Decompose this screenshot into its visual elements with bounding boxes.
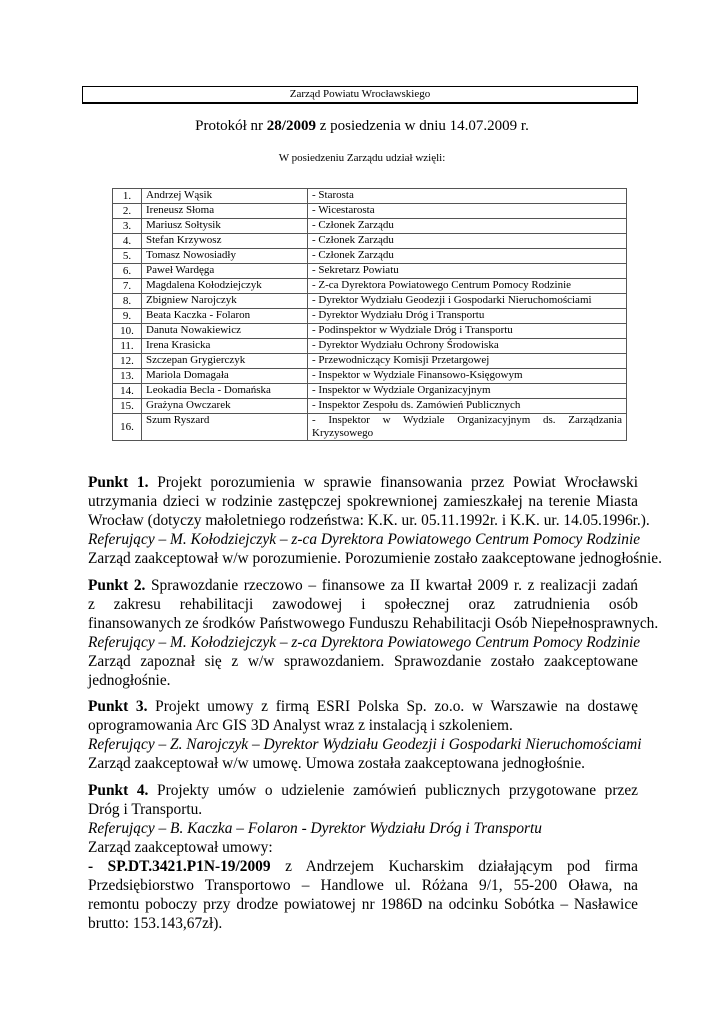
agenda-point-2 [88,576,659,690]
attendee-name: Danuta Nowakiewicz [142,324,308,339]
attendee-role: - Sekretarz Powiatu [308,264,627,279]
text-line [88,914,638,933]
protocol-body [88,473,662,940]
text-line [88,838,638,857]
attendee-number: 15. [113,399,142,414]
line-text: z Andrzejem Kucharskim działającym pod firma [270,857,638,875]
text-line [88,614,659,633]
text-line [88,549,662,568]
attendee-number: 4. [113,234,142,249]
attendee-row [113,249,627,264]
text-line [88,473,638,492]
text-line [88,754,638,773]
text-line [88,697,638,716]
attendee-row [113,339,627,354]
attendee-number: 16. [113,414,142,441]
attendee-role: - Inspektor w Wydziale Finansowo-Księgowym [308,369,627,384]
line-text: Wrocław (dotyczy małoletniego rodzeństwa: K.K. ur. 05.11.1992r. i K.K. ur. 14.05.1996r.). [88,512,650,529]
point-label: Punkt 3. [88,698,148,715]
line-text: Projekty umów o udzielenie zamówień publicznych przygotowane przez [157,781,638,799]
rapporteur-line [88,633,641,652]
line-text: brutto: 153.143,67zł). [88,914,223,932]
attendee-row [113,324,627,339]
attendee-number: 9. [113,309,142,324]
line-text: jednogłośnie. [88,671,171,689]
line-text: finansowanych ze środków Państwowego Funduszu Rehabilitacji Osób Niepełnosprawnych. [88,614,659,632]
attendee-row [113,294,627,309]
attendee-role: - Dyrektor Wydziału Geodezji i Gospodarki Nieruchomościami [308,294,627,309]
agenda-point-4 [88,781,638,933]
attendee-name: Ireneusz Słoma [142,204,308,219]
text-line [88,595,638,614]
title-suffix: z posiedzenia w dniu 14.07.2009 r. [315,118,529,134]
line-text: z zakresu rehabilitacji zawodowej i społecznej oraz zatrudnienia osób [88,595,638,613]
line-text: Projekt porozumienia w sprawie finansowania przez Powiat Wrocławski [157,474,638,491]
attendee-name: Magdalena Kołodziejczyk [142,279,308,294]
attendee-row [113,204,627,219]
line-text: Zarząd zaakceptował umowy: [88,838,273,856]
attendee-number: 5. [113,249,142,264]
attendee-name: Mariusz Sołtysik [142,219,308,234]
attendee-role: - Członek Zarządu [308,249,627,264]
attendee-number: 1. [113,189,142,204]
attendee-name: Szczepan Grygierczyk [142,354,308,369]
attendee-name: Leokadia Becla - Domańska [142,384,308,399]
agenda-point-3 [88,697,642,773]
attendee-name: Stefan Krzywosz [142,234,308,249]
attendee-number: 3. [113,219,142,234]
attendee-role: - Z-ca Dyrektora Powiatowego Centrum Pomocy Rodzinie [308,279,627,294]
line-text: Referujący – B. Kaczka – Folaron - Dyrektor Wydziału Dróg i Transportu [88,819,542,837]
point-label: - SP.DT.3421.P1N-19/2009 [88,857,271,875]
title-prefix: Protokół nr [195,118,267,134]
text-line [88,800,638,819]
attendee-row [113,399,627,414]
attendee-number: 10. [113,324,142,339]
attendee-number: 7. [113,279,142,294]
attendee-row [113,264,627,279]
line-text: Projekt umowy z firmą ESRI Polska Sp. zo.o. w Warszawie na dostawę [147,698,638,715]
attendee-row [113,354,627,369]
line-text: oprogramowania Arc GIS 3D Analyst wraz z instalacją i szkoleniem. [88,717,513,734]
attendee-name: Paweł Wardęga [142,264,308,279]
attendee-number: 6. [113,264,142,279]
text-line [88,895,638,914]
point-label: Punkt 1. [88,474,149,491]
attendee-role: - Inspektor w Wydziale Organizacyjnym [308,384,627,399]
text-line [88,576,638,595]
attendee-name: Andrzej Wąsik [142,189,308,204]
protocol-title [0,118,724,135]
text-line [88,716,638,735]
attendee-row [113,309,627,324]
attendee-role: - Starosta [308,189,627,204]
point-label: Punkt 2. [88,576,146,594]
text-line [88,492,638,511]
text-line [88,671,638,690]
rapporteur-line [88,530,641,549]
attendees-table [112,188,627,441]
line-text: Referujący – M. Kołodziejczyk – z-ca Dyrektora Powiatowego Centrum Pomocy Rodzinie [88,633,641,651]
line-text: Przedsiębiorstwo Transportowo – Handlowe ul. Różana 9/1, 55-200 Oława, na [88,876,638,894]
attendee-role: - Podinspektor w Wydziale Dróg i Transportu [308,324,627,339]
text-line [88,652,638,671]
point-label: Punkt 4. [88,781,149,799]
rapporteur-line [88,819,638,838]
attendee-number: 2. [113,204,142,219]
attendee-role: - Dyrektor Wydziału Dróg i Transportu [308,309,627,324]
text-line [88,857,638,876]
attendee-number: 11. [113,339,142,354]
attendee-row [113,189,627,204]
line-text: Zarząd zaakceptował w/w umowę. Umowa została zaakceptowana jednogłośnie. [88,755,585,772]
attendee-name: Zbigniew Narojczyk [142,294,308,309]
attendee-number: 13. [113,369,142,384]
line-text: Referujący – Z. Narojczyk – Dyrektor Wydziału Geodezji i Gospodarki Nieruchomościami [88,736,642,753]
attendee-name: Irena Krasicka [142,339,308,354]
attendee-role: - Wicestarosta [308,204,627,219]
attendee-name: Szum Ryszard [142,414,308,441]
agenda-point-1 [88,473,662,568]
attendees-intro: W posiedzeniu Zarządu udział wzięli: [278,152,446,164]
attendee-row [113,369,627,384]
attendee-number: 12. [113,354,142,369]
attendee-row [113,279,627,294]
attendee-row [113,219,627,234]
attendee-number: 14. [113,384,142,399]
document-header: Zarząd Powiatu Wrocławskiego [82,86,638,104]
text-line [88,876,638,895]
attendee-role: - Inspektor Zespołu ds. Zamówień Publicznych [308,399,627,414]
attendee-number: 8. [113,294,142,309]
attendee-role: - Członek Zarządu [308,219,627,234]
attendee-row [113,384,627,399]
protocol-number: 28/2009 [266,118,316,134]
line-text: Zarząd zapoznał się z w/w sprawozdaniem. Sprawozdanie zostało zaakceptowane [88,652,638,670]
line-text: Referujący – M. Kołodziejczyk – z-ca Dyrektora Powiatowego Centrum Pomocy Rodzinie [88,531,641,548]
text-line [88,781,638,800]
line-text: Dróg i Transportu. [88,800,203,818]
attendee-name: Beata Kaczka - Folaron [142,309,308,324]
line-text: utrzymania dzieci w rodzinie zastępczej spokrewnionej zamieszkałej na terenie Miasta [88,493,638,510]
attendee-role: - Inspektor w Wydziale Organizacyjnym ds. Zarządzania Kryzysowego [308,414,627,441]
attendee-role: - Przewodniczący Komisji Przetargowej [308,354,627,369]
rapporteur-line [88,735,642,754]
attendee-role: - Członek Zarządu [308,234,627,249]
attendee-row [113,414,627,441]
attendee-name: Grażyna Owczarek [142,399,308,414]
attendee-row [113,234,627,249]
line-text: Zarząd zaakceptował w/w porozumienie. Porozumienie zostało zaakceptowane jednogłośnie. [88,550,662,567]
attendee-role: - Dyrektor Wydziału Ochrony Środowiska [308,339,627,354]
line-text: Sprawozdanie rzeczowo – finansowe za II kwartał 2009 r. z realizacji zadań [145,576,638,594]
text-line [88,511,650,530]
line-text: remontu poboczy przy drodze powiatowej nr 1986D na odcinku Sobótka – Nasławice [88,895,638,913]
attendee-name: Mariola Domagała [142,369,308,384]
attendee-name: Tomasz Nowosiadły [142,249,308,264]
